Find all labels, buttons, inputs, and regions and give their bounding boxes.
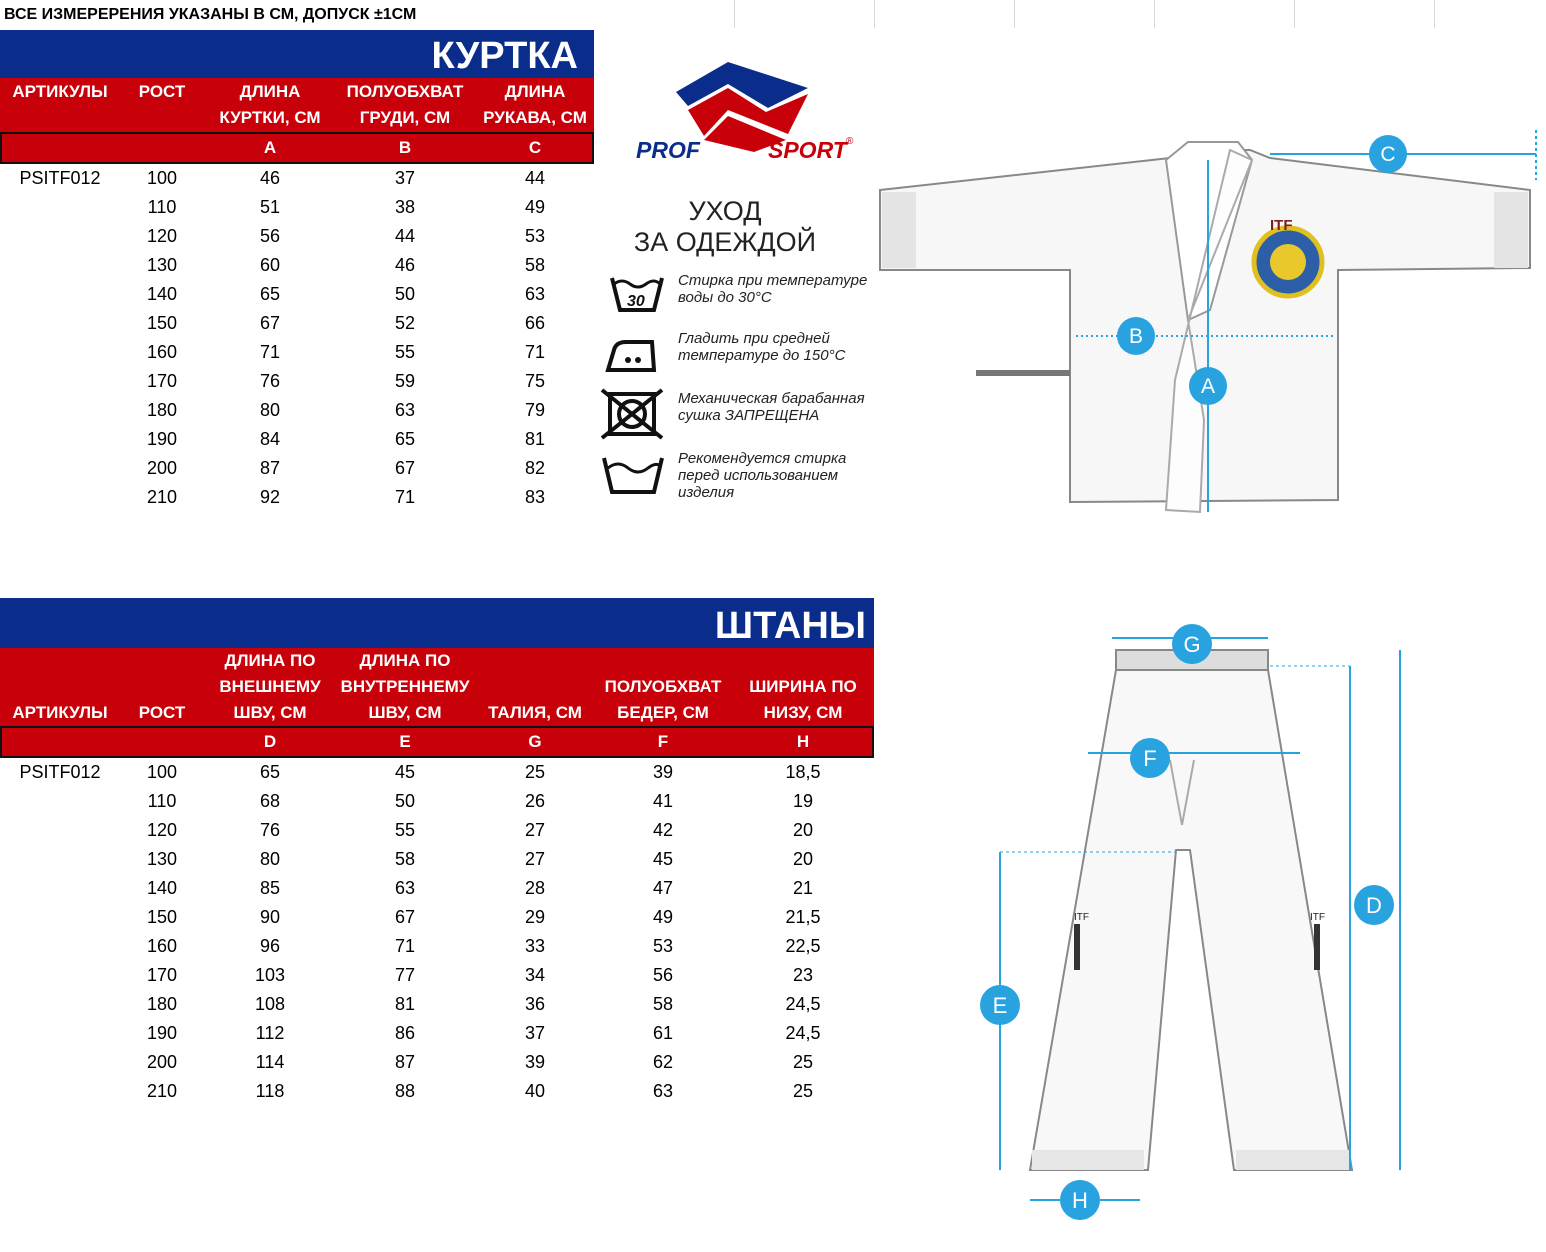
jacket-cell: 46: [394, 255, 416, 275]
letter-a: A: [263, 138, 277, 157]
jacket-cell: 60: [259, 255, 281, 275]
pants-cell: 63: [652, 1081, 674, 1101]
svg-text:C: C: [1380, 143, 1396, 166]
pants-cell: 24,5: [785, 994, 821, 1014]
jacket-header-row: [0, 78, 594, 132]
pants-cell: 55: [394, 820, 416, 840]
jacket-title: КУРТКА: [0, 30, 594, 78]
pants-header-bottom-width: ШИРИНА ПО НИЗУ, СМ: [749, 677, 857, 722]
pants-cell: 39: [524, 1052, 546, 1072]
letter-g: G: [528, 732, 542, 751]
jacket-cell: 81: [524, 429, 546, 449]
pants-cell: 27: [524, 849, 546, 869]
table-row: [0, 425, 594, 454]
profsport-logo: [636, 60, 856, 170]
pants-cell: 56: [652, 965, 674, 985]
pants-cell: 76: [259, 820, 281, 840]
pants-cell: 108: [254, 994, 286, 1014]
svg-text:E: E: [992, 993, 1008, 1018]
pants-cell: 19: [792, 791, 814, 811]
pants-cell: 25: [792, 1052, 814, 1072]
wash-before-use-icon: [600, 448, 670, 504]
pants-cell: 81: [394, 994, 416, 1014]
jacket-header-length: ДЛИНА КУРТКИ, СМ: [219, 82, 321, 127]
pants-cell: 21,5: [785, 907, 821, 927]
table-row: [0, 280, 594, 309]
pants-cell: 58: [394, 849, 416, 869]
jacket-cell: 120: [146, 226, 178, 246]
jacket-cell: 44: [394, 226, 416, 246]
pants-cell: 120: [146, 820, 178, 840]
pants-header-height: РОСТ: [138, 703, 186, 722]
care-item-dry: [600, 388, 890, 448]
table-row: [0, 1019, 874, 1048]
jacket-cell: 71: [524, 342, 546, 362]
table-row: [0, 222, 594, 251]
pants-cell: 25: [792, 1081, 814, 1101]
pants-cell: 47: [652, 878, 674, 898]
pants-rows: [0, 758, 874, 1110]
pants-cell: 180: [146, 994, 178, 1014]
pants-cell: 140: [146, 878, 178, 898]
jacket-table: [0, 30, 594, 516]
sheet-gridlines: [594, 0, 1546, 28]
pants-cell: 86: [394, 1023, 416, 1043]
pants-cell: 23: [792, 965, 814, 985]
jacket-cell: 37: [394, 168, 416, 188]
pants-cell: 34: [524, 965, 546, 985]
jacket-cell: 52: [394, 313, 416, 333]
table-row: [0, 816, 874, 845]
table-row: [0, 758, 874, 787]
jacket-cell: 49: [524, 197, 546, 217]
jacket-cell: 210: [146, 487, 178, 507]
jacket-cell: 160: [146, 342, 178, 362]
svg-text:30: 30: [627, 293, 645, 310]
table-row: [0, 367, 594, 396]
pants-cell: 41: [652, 791, 674, 811]
pants-cell: 62: [652, 1052, 674, 1072]
no-tumble-dry-icon: [600, 388, 670, 444]
pants-cell: 50: [394, 791, 416, 811]
pants-cell: 150: [146, 907, 178, 927]
letter-d: D: [263, 732, 277, 751]
jacket-cell: 110: [147, 197, 177, 217]
pants-cell: 65: [259, 762, 281, 782]
pants-cell: 20: [792, 849, 814, 869]
jacket-cell: 79: [524, 400, 546, 420]
jacket-cell: 84: [259, 429, 281, 449]
jacket-cell: 46: [259, 168, 281, 188]
pants-cell: 24,5: [785, 1023, 821, 1043]
care-text-dry: Механическая барабанная сушка ЗАПРЕЩЕНА: [678, 390, 865, 424]
table-row: [0, 1077, 874, 1106]
pants-cell: 36: [524, 994, 546, 1014]
svg-text:D: D: [1366, 893, 1382, 918]
left-cuff: [882, 192, 916, 268]
table-row: [0, 483, 594, 512]
care-item-wash: [600, 270, 890, 330]
pants-cell: 110: [147, 791, 177, 811]
pants-cell: 42: [652, 820, 674, 840]
pants-cell: 39: [652, 762, 674, 782]
measurement-note: ВСЕ ИЗМЕРЕРЕНИЯ УКАЗАНЫ В СМ, ДОПУСК ±1СМ: [4, 6, 417, 23]
table-row: [0, 396, 594, 425]
letter-b: B: [398, 138, 412, 157]
table-row: [0, 845, 874, 874]
leg-itf-right: ITF: [1310, 912, 1325, 923]
care-text-prewash: Рекомендуется стирка перед использованием изделия: [678, 450, 847, 501]
pants-cell: 90: [259, 907, 281, 927]
pants-cell: 87: [394, 1052, 416, 1072]
care-item-prewash: [600, 448, 890, 508]
pants-cell: 53: [652, 936, 674, 956]
jacket-cell: 190: [146, 429, 178, 449]
logo-text-prof: PROF: [636, 137, 700, 163]
pants-cell: 77: [394, 965, 416, 985]
jacket-header-sku: АРТИКУЛЫ: [12, 82, 108, 101]
table-row: [0, 787, 874, 816]
jacket-cell: 76: [259, 371, 281, 391]
table-row: [0, 903, 874, 932]
jacket-cell: 92: [259, 487, 281, 507]
pants-cell: 40: [524, 1081, 546, 1101]
jacket-cell: 63: [524, 284, 546, 304]
jacket-cell: 44: [524, 168, 546, 188]
table-row: [0, 961, 874, 990]
jacket-cell: 200: [146, 458, 178, 478]
letter-h: H: [796, 732, 810, 751]
svg-text:A: A: [1200, 375, 1216, 398]
letter-f: F: [657, 732, 669, 751]
pants-header-outer-seam: ДЛИНА ПО ВНЕШНЕМУ ШВУ, СМ: [219, 651, 321, 722]
jacket-cell: 83: [524, 487, 546, 507]
table-row: [0, 454, 594, 483]
jacket-diagram: [870, 120, 1546, 530]
pants-cell: 190: [146, 1023, 178, 1043]
pants-header-row: [0, 648, 874, 726]
pants-cell: 112: [255, 1023, 285, 1043]
care-item-iron: [600, 328, 890, 388]
pants-cell: 130: [146, 849, 178, 869]
pants-table: [0, 598, 874, 1110]
pants-cell: 20: [792, 820, 814, 840]
jacket-cell: 50: [394, 284, 416, 304]
jacket-cell: 150: [146, 313, 178, 333]
pants-cell: 88: [394, 1081, 416, 1101]
jacket-cell: PSITF012: [19, 168, 101, 188]
pants-cell: 67: [394, 907, 416, 927]
pants-cell: 80: [259, 849, 281, 869]
pants-cell: 63: [394, 878, 416, 898]
pants-cell: 200: [146, 1052, 178, 1072]
jacket-cell: 75: [524, 371, 546, 391]
pants-cell: 26: [524, 791, 546, 811]
table-row: [0, 874, 874, 903]
table-row: [0, 164, 594, 193]
pants-letter-row: [0, 726, 874, 758]
table-row: [0, 990, 874, 1019]
pants-header-inner-seam: ДЛИНА ПО ВНУТРЕННЕМУ ШВУ, СМ: [340, 651, 470, 722]
itf-label: ITF: [1270, 217, 1293, 234]
pants-cell: 49: [652, 907, 674, 927]
table-row: [0, 309, 594, 338]
jacket-cell: 66: [524, 313, 546, 333]
pants-cell: 29: [524, 907, 546, 927]
care-text-iron: Гладить при средней температуре до 150°С: [678, 330, 846, 364]
svg-text:B: B: [1128, 325, 1144, 348]
pants-header-hips: ПОЛУОБХВАТ БЕДЕР, СМ: [604, 677, 722, 722]
pants-header-sku: АРТИКУЛЫ: [12, 703, 108, 722]
pants-cell: 25: [524, 762, 546, 782]
letter-e: E: [399, 732, 411, 751]
pants-cell: 160: [146, 936, 178, 956]
pants-cell: 96: [259, 936, 281, 956]
pants-cell: 118: [255, 1081, 285, 1101]
jacket-cell: 80: [259, 400, 281, 420]
pants-cell: 61: [652, 1023, 674, 1043]
jacket-header-chest: ПОЛУОБХВАТ ГРУДИ, СМ: [346, 82, 464, 127]
care-title: УХОД ЗА ОДЕЖДОЙ: [633, 196, 817, 257]
pants-cell: 71: [394, 936, 416, 956]
pants-cell: 100: [146, 762, 178, 782]
svg-text:G: G: [1183, 632, 1201, 657]
jacket-cell: 53: [524, 226, 546, 246]
jacket-cell: 67: [259, 313, 281, 333]
wash-30-icon: [600, 270, 670, 326]
svg-text:H: H: [1072, 1188, 1088, 1213]
jacket-cell: 170: [146, 371, 178, 391]
pants-cell: 58: [652, 994, 674, 1014]
pants-cell: 85: [259, 878, 281, 898]
jacket-header-height: РОСТ: [138, 82, 186, 101]
jacket-cell: 71: [394, 487, 416, 507]
pants-cell: 28: [524, 878, 546, 898]
jacket-cell: 59: [394, 371, 416, 391]
jacket-rows: [0, 164, 594, 516]
jacket-cell: 65: [259, 284, 281, 304]
logo-text-sport: SPORT: [768, 137, 847, 163]
pants-cell: 21: [792, 878, 814, 898]
jacket-cell: 71: [259, 342, 281, 362]
pants-cell: 22,5: [785, 936, 821, 956]
pants-cell: 210: [146, 1081, 178, 1101]
logo-registered-mark: ®: [846, 136, 854, 147]
pants-cell: 170: [146, 965, 178, 985]
jacket-cell: 130: [146, 255, 178, 275]
pants-cell: 45: [652, 849, 674, 869]
pants-header-waist: ТАЛИЯ, СМ: [488, 703, 582, 722]
jacket-cell: 65: [394, 429, 416, 449]
pants-cell: 103: [254, 965, 286, 985]
jacket-cell: 58: [524, 255, 546, 275]
table-row: [0, 251, 594, 280]
iron-medium-icon: [600, 328, 670, 384]
right-cuff: [1494, 192, 1528, 268]
jacket-cell: 140: [146, 284, 178, 304]
jacket-cell: 51: [259, 197, 281, 217]
pants-cell: PSITF012: [19, 762, 101, 782]
table-row: [0, 932, 874, 961]
pants-cell: 45: [394, 762, 416, 782]
jacket-cell: 87: [259, 458, 281, 478]
belt-end: [976, 370, 1070, 376]
pants-diagram: [970, 620, 1420, 1230]
jacket-header-sleeve: ДЛИНА РУКАВА, СМ: [483, 82, 587, 127]
pants-title: ШТАНЫ: [0, 598, 874, 648]
right-hem: [1236, 1150, 1350, 1170]
jacket-cell: 100: [146, 168, 178, 188]
jacket-cell: 67: [394, 458, 416, 478]
jacket-letter-row: [0, 132, 594, 164]
left-hem: [1032, 1150, 1144, 1170]
pants-cell: 27: [524, 820, 546, 840]
pants-cell: 18,5: [785, 762, 821, 782]
pants-cell: 114: [255, 1052, 285, 1072]
jacket-cell: 180: [146, 400, 178, 420]
table-row: [0, 193, 594, 222]
pants-cell: 33: [524, 936, 546, 956]
svg-text:F: F: [1143, 746, 1157, 771]
jacket-cell: 56: [259, 226, 281, 246]
jacket-cell: 38: [394, 197, 416, 217]
letter-c: C: [528, 138, 542, 157]
jacket-cell: 55: [394, 342, 416, 362]
pants-cell: 37: [524, 1023, 546, 1043]
table-row: [0, 1048, 874, 1077]
leg-itf-left: ITF: [1074, 912, 1089, 923]
table-row: [0, 338, 594, 367]
jacket-cell: 82: [524, 458, 546, 478]
care-text-wash: Стирка при температуре воды до 30°С: [678, 272, 868, 306]
pants-cell: 68: [259, 791, 281, 811]
jacket-cell: 63: [394, 400, 416, 420]
